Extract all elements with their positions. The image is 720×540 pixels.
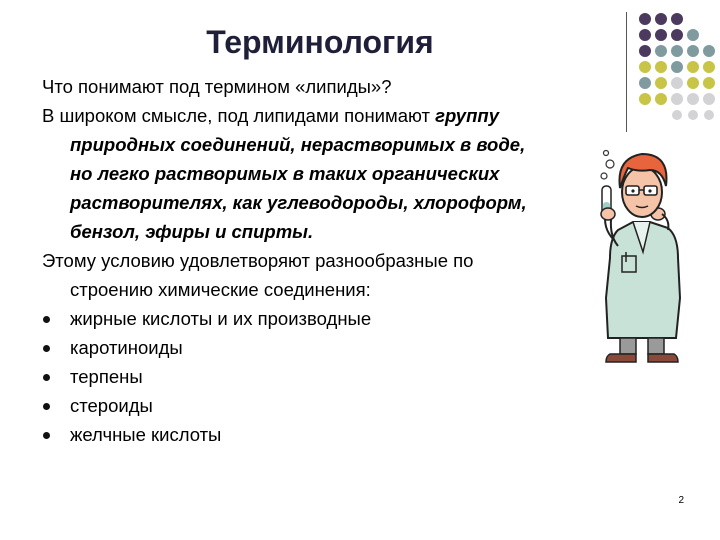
decor-dot [655,93,667,105]
decor-dot [655,77,667,89]
decor-dot [703,93,715,105]
decor-dot [639,29,651,41]
list-item [42,362,542,391]
definition-lead: В широком смысле, под липидами понимают [42,105,436,126]
bullet-icon [43,374,50,381]
decor-dot [687,45,699,57]
list-item-text: жирные кислоты и их производные [70,308,372,329]
decor-dot [655,61,667,73]
page-number: 2 [678,495,684,506]
decor-dot [688,110,698,120]
decor-dot [687,61,699,73]
decor-dot [671,13,683,25]
list-item [42,333,542,362]
decor-dot [639,77,651,89]
decor-dot-grid [634,11,716,121]
scientist-illustration [588,148,698,366]
definition-paragraph [42,101,542,246]
bullet-icon [43,316,50,323]
decor-dot [703,61,715,73]
decor-dot [672,110,682,120]
compound-list [42,304,542,449]
list-item-text: стероиды [70,395,153,416]
definition-emphasis: группу природных соединений, нерастворимых в воде, но легко растворимых в таких органических растворителях, как углеводороды, хлороформ, бензол, эфиры и спирты. [70,105,527,242]
decor-dot [671,77,683,89]
list-item-text: терпены [70,366,143,387]
decor-dot [687,29,699,41]
decor-dot [639,45,651,57]
question-text: Что понимают под термином «липиды»? [42,76,392,97]
list-item-text: каротиноиды [70,337,183,358]
bullet-icon [43,403,50,410]
bullet-icon [43,432,50,439]
decor-dot [671,45,683,57]
list-item [42,304,542,333]
list-item-text: желчные кислоты [70,424,222,445]
decor-divider-line [626,12,627,132]
slide-title: Терминология [206,24,434,60]
decor-dot [703,45,715,57]
decor-dot [687,93,699,105]
condition-paragraph: Этому условию удовлетворяют разнообразные по строению химические соединения: [42,250,474,300]
decor-dot [639,61,651,73]
list-item [42,420,542,449]
decor-dot [655,45,667,57]
list-item [42,391,542,420]
decor-dot [687,77,699,89]
slide-body [42,72,542,449]
decor-dot [704,110,714,120]
decor-dot [655,29,667,41]
decor-dot [655,13,667,25]
decor-dot [639,13,651,25]
decor-dot [703,77,715,89]
decor-dot [671,93,683,105]
decor-dot [671,29,683,41]
decor-dot [671,61,683,73]
bullet-icon [43,345,50,352]
decor-dot [639,93,651,105]
